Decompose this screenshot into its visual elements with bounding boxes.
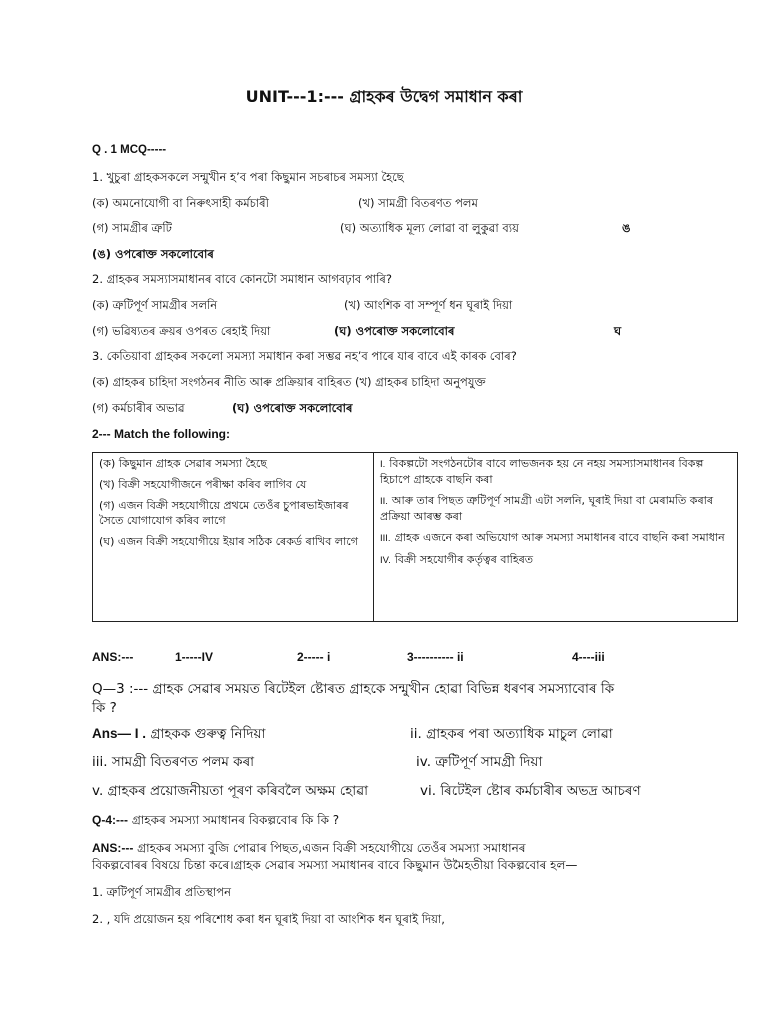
match-right-item	[380, 552, 731, 568]
page-title: UNIT---1:--- গ্ৰাহকৰ উদ্বেগ সমাধান কৰা	[245, 87, 523, 106]
q3-answer-row1	[92, 725, 265, 743]
mcq2-question: 2. গ্ৰাহকৰ সমস্যাসমাধানৰ বাবে কোনটো সমাধান আগবঢ়াব পাৰি?	[92, 272, 392, 286]
q4-question: গ্ৰাহকৰ সমস্যা সমাধানৰ বিকল্পবোৰ কি কি ?	[131, 813, 340, 827]
match-answer-3: 3---------- ii	[407, 650, 464, 664]
q3-answer-iv: iv. ত্ৰুটিপূৰ্ণ সামগ্ৰী দিয়া	[416, 754, 543, 770]
match-right-item	[380, 530, 731, 546]
match-right-column	[374, 453, 738, 622]
match-answer-4: 4----iii	[572, 650, 605, 664]
mcq1-question: 1. খুচুৰা গ্ৰাহকসকলে সন্মুখীন হ’ব পৰা কিছুমান সচৰাচৰ সমস্যা হৈছে	[92, 170, 404, 184]
mcq1-option-b: (খ) সামগ্ৰী বিতৰণত পলম	[358, 196, 478, 210]
mcq1-option-d: (ঘ) অত্যাধিক মূল্য লোৱা বা লুকুৱা ব্যয়	[340, 221, 519, 235]
q4-point-2: 2. , যদি প্ৰয়োজন হয় পৰিশোধ কৰা ধন ঘূৰাই দিয়া বা আংশিক ধন ঘূৰাই দিয়া,	[92, 912, 445, 926]
mcq3-options-ab: (ক) গ্ৰাহকৰ চাহিদা সংগঠনৰ নীতি আৰু প্ৰক্ৰিয়াৰ বাহিৰত (খ) গ্ৰাহকৰ চাহিদা অনুপযুক্ত	[92, 375, 486, 389]
roman-numeral: III.	[380, 533, 391, 544]
mcq1-option-a: (ক) অমনোযোগী বা নিৰুৎসাহী কৰ্মচাৰী	[92, 196, 269, 210]
q4-question-row	[92, 813, 339, 828]
mcq2-answer: ঘ	[614, 324, 622, 338]
match-right-text: বিক্ৰী সহযোগীৰ কৰ্তৃত্বৰ বাহিৰত	[394, 553, 534, 566]
mcq2-option-a: (ক) ত্ৰুটিপূৰ্ণ সামগ্ৰীৰ সলনি	[92, 298, 218, 312]
match-answers-label: ANS:---	[92, 650, 134, 664]
match-left-item: (খ) বিক্ৰী সহযোগীজনে পৰীক্ষা কৰিব লাগিব যে	[99, 478, 307, 491]
mcq2-option-b: (খ) আংশিক বা সম্পূৰ্ণ ধন ঘূৰাই দিয়া	[344, 298, 513, 312]
mcq1-answer: ঙ	[622, 221, 631, 235]
q3-answer-iii: iii. সামগ্ৰী বিতৰণত পলম কৰা	[92, 754, 255, 770]
match-right-item	[380, 493, 731, 524]
roman-numeral: I.	[380, 459, 386, 470]
q3-question-line1: Q—3 :--- গ্ৰাহক সেৱাৰ সময়ত ৰিটেইল ষ্টোৰত গ্ৰাহকে সন্মুখীন হোৱা বিভিন্ন ধৰণৰ সমস্যাবোৰ কি	[92, 681, 615, 697]
match-right-text: গ্ৰাহক এজনে কৰা অভিযোগ আৰু সমস্যা সমাধানৰ বাবে বাছনি কৰা সমাধান	[394, 531, 725, 544]
match-answer-1: 1-----IV	[175, 650, 213, 664]
mcq3-question: 3. কেতিয়াবা গ্ৰাহকৰ সকলো সমস্যা সমাধান কৰা সম্ভৱ নহ’ব পাৰে যাৰ বাবে এই কাৰক বোৰ?	[92, 349, 517, 363]
match-left-column	[93, 453, 374, 622]
match-answer-2: 2----- i	[297, 650, 331, 664]
q3-answer-v: v. গ্ৰাহকৰ প্ৰয়োজনীয়তা পূৰণ কৰিবলৈ অক্ষম হোৱা	[92, 783, 369, 799]
q3-answer-i: গ্ৰাহকক গুৰুত্ব নিদিয়া	[150, 726, 266, 742]
q2-heading: 2--- Match the following:	[92, 427, 230, 441]
mcq1-option-c: (গ) সামগ্ৰীৰ ত্ৰুটি	[92, 221, 172, 235]
match-left-item: (গ) এজন বিক্ৰী সহযোগীয়ে প্ৰথমে তেওঁৰ চুপাৰভাইজাৰৰ সৈতে যোগাযোগ কৰিব লাগে	[99, 499, 349, 527]
mcq2-option-d: (ঘ) ওপৰোক্ত সকলোবোৰ	[334, 324, 455, 338]
q1-heading: Q . 1 MCQ-----	[92, 144, 167, 156]
mcq3-option-c: (গ) কৰ্মচাৰীৰ অভাৱ	[92, 401, 185, 415]
q3-question-line2: কি ?	[92, 700, 117, 716]
match-right-text: আৰু তাৰ পিছত ত্ৰুটিপূৰ্ণ সামগ্ৰী এটা সলনি, ঘূৰাই দিয়া বা মেৰামতি কৰাৰ প্ৰক্ৰিয়া আৰম্ভ কৰা	[380, 494, 714, 523]
mcq1-option-e: (ঙ) ওপৰোক্ত সকলোবোৰ	[92, 247, 214, 261]
q4-point-1: 1. ত্ৰুটিপূৰ্ণ সামগ্ৰীৰ প্ৰতিস্থাপন	[92, 885, 231, 899]
q4-answer-text1: গ্ৰাহকৰ সমস্যা বুজি পোৱাৰ পিছত,এজন বিক্ৰী সহযোগীয়ে তেওঁৰ সমস্যা সমাধানৰ	[137, 841, 526, 855]
match-left-item: (ঘ) এজন বিক্ৰী সহযোগীয়ে ইয়াৰ সঠিক ৰেকৰ্ড ৰাখিব লাগে	[99, 535, 358, 548]
match-left-item: (ক) কিছুমান গ্ৰাহক সেৱাৰ সমস্যা হৈছে	[99, 457, 267, 470]
q4-label: Q-4:---	[92, 813, 128, 827]
q3-answer-vi: vi. ৰিটেইল ষ্টোৰ কৰ্মচাৰীৰ অভদ্ৰ আচৰণ	[420, 783, 641, 799]
q4-answer-line1	[92, 841, 526, 856]
q3-answer-ii: ii. গ্ৰাহকৰ পৰা অত্যাধিক মাচুল লোৱা	[410, 726, 613, 742]
q4-answer-line2: বিকল্পবোৰৰ বিষয়ে চিন্তা কৰে।গ্ৰাহক সেৱাৰ সমস্যা সমাধানৰ বাবে কিছুমান উমৈহতীয়া বিকল্পবোৰ হল—	[92, 858, 578, 872]
mcq3-option-d: (ঘ) ওপৰোক্ত সকলোবোৰ	[232, 401, 353, 415]
match-table	[92, 452, 738, 622]
q3-answer-label: Ans— I .	[92, 726, 147, 741]
roman-numeral: IV.	[380, 555, 391, 566]
match-right-text: বিকল্পটো সংগঠনটোৰ বাবে লাভজনক হয় নে নহয় সমস্যাসমাধানৰ বিকল্প হিচাপে গ্ৰাহকে বাছনি কৰা	[380, 457, 704, 486]
mcq2-option-c: (গ) ভৱিষ্যতৰ ক্ৰয়ৰ ওপৰত ৰেহাই দিয়া	[92, 324, 271, 338]
roman-numeral: II.	[380, 496, 388, 507]
q4-answer-label: ANS:---	[92, 841, 134, 855]
match-right-item	[380, 456, 731, 487]
